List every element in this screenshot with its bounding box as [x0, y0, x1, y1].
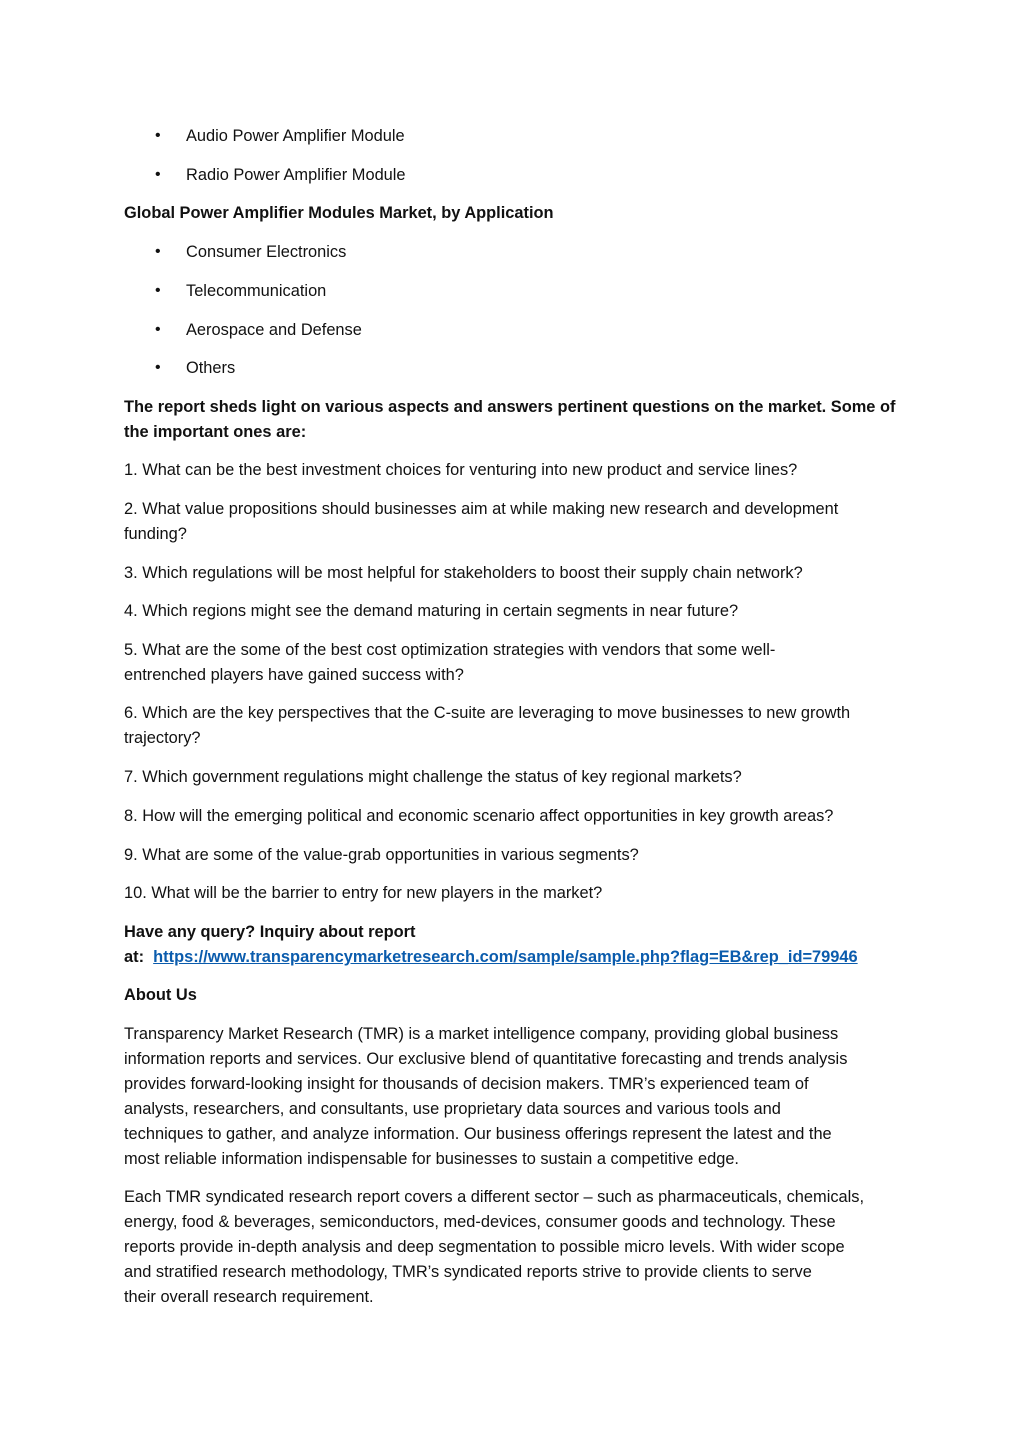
question-item: 3. Which regulations will be most helpful for stakeholders to boost their supply chain network?	[124, 564, 803, 582]
paragraph-line: information reports and services. Our exclusive blend of quantitative forecasting and trends analysis	[124, 1050, 848, 1068]
inquiry-text: Have any query? Inquiry about report	[124, 923, 416, 941]
paragraph-line: techniques to gather, and analyze information. Our business offerings represent the latest and the	[124, 1125, 832, 1143]
paragraph-line: Each TMR syndicated research report covers a different sector – such as pharmaceuticals, chemicals,	[124, 1188, 865, 1206]
paragraph-line: analysts, researchers, and consultants, use proprietary data sources and various tools and	[124, 1100, 781, 1118]
list-item: Aerospace and Defense	[186, 321, 362, 339]
bullet-icon: •	[155, 359, 161, 376]
inquiry-link-line	[124, 947, 858, 967]
paragraph-line: provides forward-looking insight for thousands of decision makers. TMR’s experienced team of	[124, 1075, 809, 1093]
inquiry-link[interactable]: https://www.transparencymarketresearch.com/sample/sample.php?flag=EB&rep_id=79946	[153, 948, 858, 966]
question-item: 4. Which regions might see the demand maturing in certain segments in near future?	[124, 602, 739, 620]
list-item: Consumer Electronics	[186, 243, 347, 261]
bullet-icon: •	[155, 321, 161, 338]
list-item: Audio Power Amplifier Module	[186, 127, 405, 145]
list-item: Telecommunication	[186, 282, 327, 300]
question-item-cont: entrenched players have gained success with?	[124, 666, 464, 684]
list-item: Radio Power Amplifier Module	[186, 166, 406, 184]
paragraph-line: and stratified research methodology, TMR’s syndicated reports strive to provide clients to serve	[124, 1263, 812, 1281]
bullet-icon: •	[155, 282, 161, 299]
paragraph-line: Transparency Market Research (TMR) is a market intelligence company, providing global business	[124, 1025, 839, 1043]
report-intro-line: The report sheds light on various aspects and answers pertinent questions on the market. Some of	[124, 398, 896, 416]
question-item: 5. What are the some of the best cost optimization strategies with vendors that some well-	[124, 641, 776, 659]
paragraph-line: reports provide in-depth analysis and deep segmentation to possible micro levels. With wider scope	[124, 1238, 845, 1256]
question-item-cont: funding?	[124, 525, 187, 543]
report-intro-line: the important ones are:	[124, 423, 307, 441]
question-item: 7. Which government regulations might challenge the status of key regional markets?	[124, 768, 742, 786]
bullet-icon: •	[155, 243, 161, 260]
question-item: 8. How will the emerging political and economic scenario affect opportunities in key growth areas?	[124, 807, 834, 825]
list-item: Others	[186, 359, 236, 377]
question-item-cont: trajectory?	[124, 729, 201, 747]
bullet-icon: •	[155, 127, 161, 144]
question-item: 1. What can be the best investment choices for venturing into new product and service lines?	[124, 461, 798, 479]
about-heading: About Us	[124, 986, 197, 1004]
paragraph-line: their overall research requirement.	[124, 1288, 374, 1306]
bullet-icon: •	[155, 166, 161, 183]
question-item: 10. What will be the barrier to entry for new players in the market?	[124, 884, 603, 902]
question-item: 2. What value propositions should businesses aim at while making new research and development	[124, 500, 839, 518]
question-item: 6. Which are the key perspectives that the C-suite are leveraging to move businesses to new growth	[124, 704, 851, 722]
paragraph-line: most reliable information indispensable for businesses to sustain a competitive edge.	[124, 1150, 739, 1168]
paragraph-line: energy, food & beverages, semiconductors, med-devices, consumer goods and technology. These	[124, 1213, 836, 1231]
application-heading: Global Power Amplifier Modules Market, by Application	[124, 204, 554, 222]
question-item: 9. What are some of the value-grab opportunities in various segments?	[124, 846, 639, 864]
inquiry-prefix: at:	[124, 948, 145, 966]
